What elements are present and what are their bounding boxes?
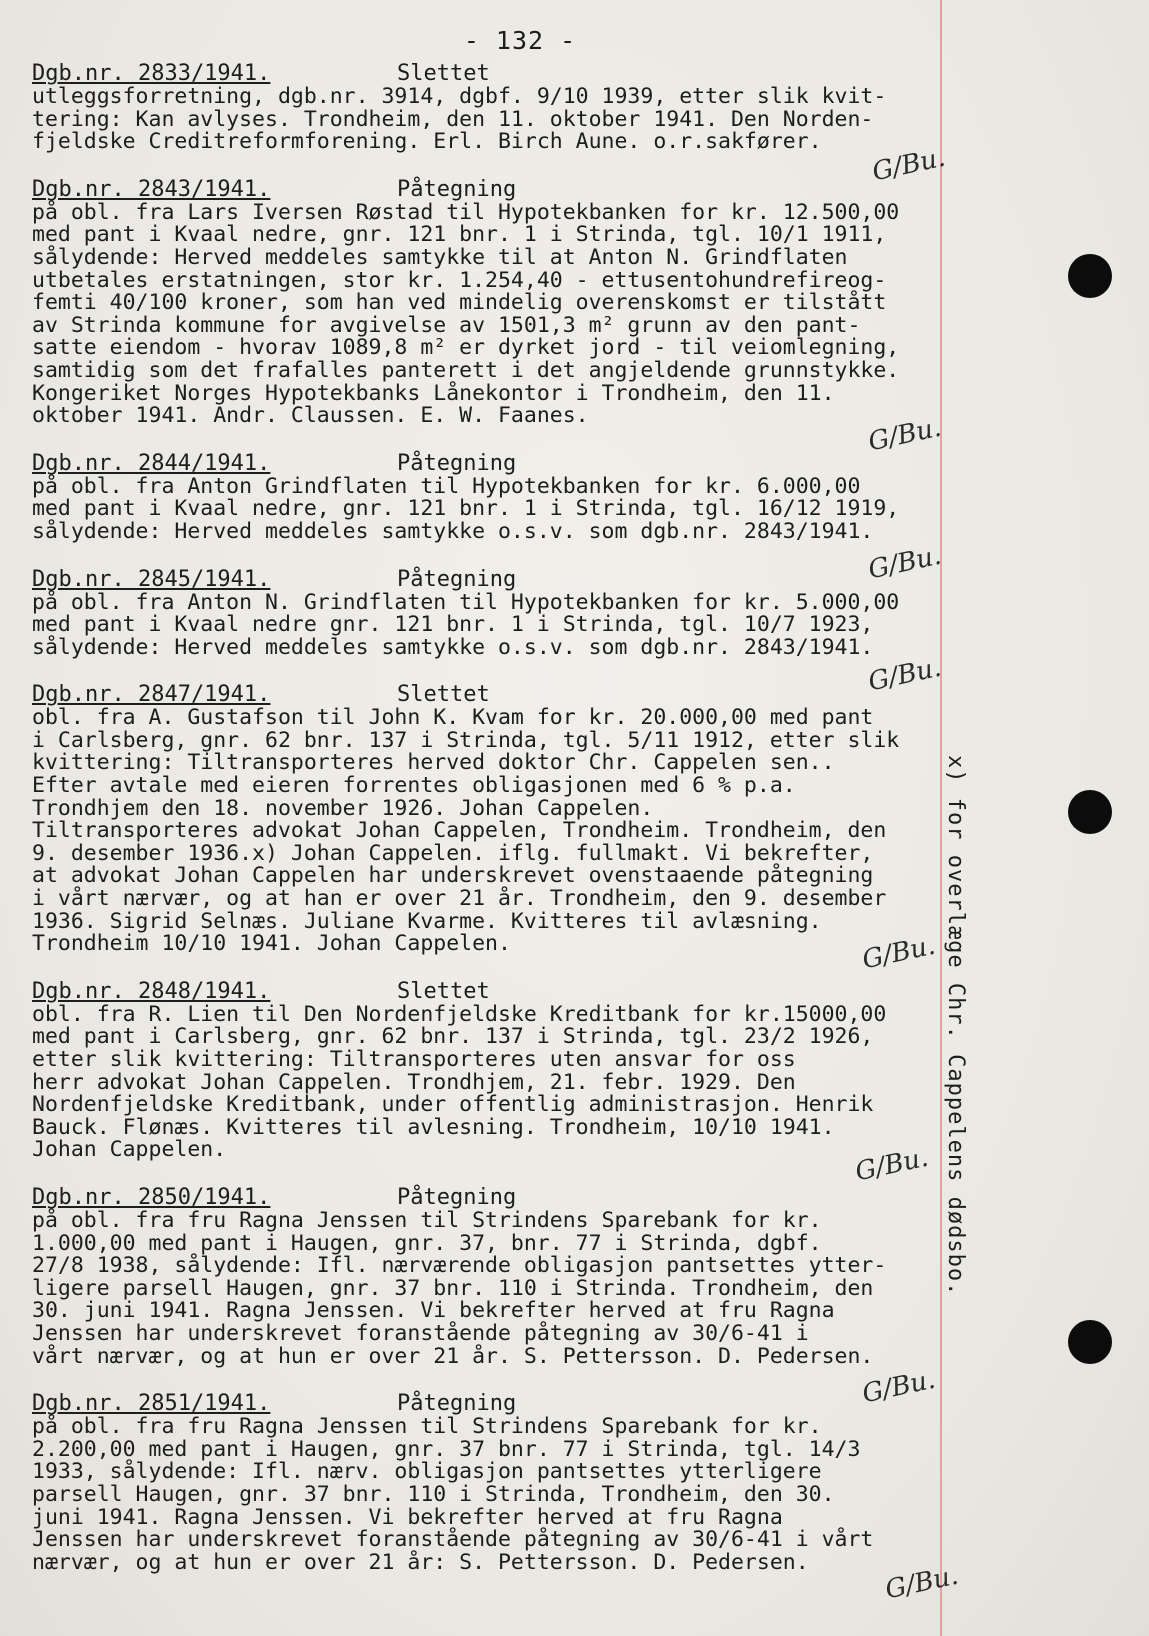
entry-type: Slettet: [397, 61, 490, 86]
punch-hole: [1068, 1320, 1112, 1364]
entry-text: utleggsforretning, dgb.nr. 3914, dgbf. 9/10 1939, etter slik kvit- tering: Kan avlyses. Trondheim, den 11. oktober 1941. Den Norden- fjeldske Creditreformforening. Erl. Birch Aune. o.r.sakfører.: [32, 84, 887, 155]
ledger-entry: [32, 61, 942, 155]
handwritten-initials: G/Bu.: [865, 540, 944, 586]
entry-text: på obl. fra Anton Grindflaten til Hypotekbanken for kr. 6.000,00 med pant i Kvaal nedre, gnr. 121 bnr. 1 i Strinda, tgl. 16/12 1919, sålydende: Herved meddeles samtykke o.s.v. som dgb.nr. 2843/1941.: [32, 473, 900, 544]
handwritten-initials: G/Bu.: [865, 412, 944, 458]
entry-text: obl. fra A. Gustafson til John K. Kvam for kr. 20.000,00 med pant i Carlsberg, gnr. 62 bnr. 137 i Strinda, tgl. 5/11 1912, etter slik kvittering: Tiltransporteres herved doktor Chr. Cappelen sen.. Efter avtale med eieren forrentes obligasjonen med 6 % p.a. Trondhjem den 18. november 1926. Johan Cappelen. Tiltransporteres advokat Johan Cappelen, Trondheim. Trondheim, den 9. desember 1936.x) Johan Cappelen. iflg. fullmakt. Vi bekrefter, at advokat Johan Cappelen har underskrevet ovenstaaende påtegning i vårt nærvær, og at han er over 21 år. Trondheim, den 9. desember 1936. Sigrid Selnæs. Juliane Kvarme. Kvitteres til avlæsning. Trondheim 10/10 1941. Johan Cappelen.: [32, 705, 900, 957]
entry-header: [32, 1391, 942, 1417]
handwritten-initials: G/Bu.: [865, 652, 944, 698]
entry-text: på obl. fra fru Ragna Jenssen til Strindens Sparebank for kr. 2.200,00 med pant i Haugen, gnr. 37 bnr. 77 i Strinda, tgl. 14/3 1933, sålydende: Ifl. nærv. obligasjon pantsettes ytterligere parsell Haugen, gnr. 37 bnr. 110 i Strinda, Trondheim, den 30. juni 1941. Ragna Jenssen. Vi bekrefter herved at fru Ragna Jenssen har underskrevet foranstående påtegning av 30/6-41 i vårt nærvær, og at hun er over 21 år: S. Pettersson. D. Pedersen.: [32, 1414, 874, 1575]
entry-number: Dgb.nr. 2844/1941.: [32, 450, 271, 476]
entry-number: Dgb.nr. 2851/1941.: [32, 1391, 271, 1417]
entry-number: Dgb.nr. 2848/1941.: [32, 978, 271, 1004]
entry-number: Dgb.nr. 2850/1941.: [32, 1184, 271, 1210]
entry-header: [32, 682, 942, 708]
handwritten-initials: G/Bu.: [882, 1560, 961, 1606]
margin-side-note: x) for overlæge Chr. Cappelens dødsbo.: [943, 755, 968, 1297]
entry-header: [32, 566, 942, 592]
handwritten-initials: G/Bu.: [859, 930, 938, 976]
ledger-entry: [32, 682, 942, 957]
ledger-entry: [32, 1184, 942, 1369]
punch-hole: [1068, 790, 1112, 834]
entry-header: [32, 978, 942, 1004]
entry-type: Påtegning: [397, 566, 517, 592]
punch-hole: [1068, 254, 1112, 298]
entry-type: Slettet: [397, 682, 490, 708]
ledger-entry: [32, 978, 942, 1163]
entry-number: Dgb.nr. 2843/1941.: [32, 176, 271, 202]
entry-type: Påtegning: [397, 450, 517, 476]
entry-header: [32, 176, 942, 202]
entry-text: på obl. fra Anton N. Grindflaten til Hypotekbanken for kr. 5.000,00 med pant i Kvaal nedre gnr. 121 bnr. 1 i Strinda, tgl. 10/7 1923, sålydende: Herved meddeles samtykke o.s.v. som dgb.nr. 2843/1941.: [32, 589, 900, 660]
entry-header: [32, 450, 942, 476]
entry-text: på obl. fra Lars Iversen Røstad til Hypotekbanken for kr. 12.500,00 med pant i Kvaal nedre, gnr. 121 bnr. 1 i Strinda, tgl. 10/1 1911, sålydende: Herved meddeles samtykke til at Anton N. Grindflaten utbetales erstatningen, stor kr. 1.254,40 - ettusentohundrefireog- femti 40/100 kroner, som han ved mindelig overenskomst er tilstått av Strinda kommune for avgivelse av 1501,3 m² grunn av den pant- satte eiendom - hvorav 1089,8 m² er dyrket jord - til veiomlegning, samtidig som det frafalles panterett i det angjeldende grunnstykke. Kongeriket Norges Hypotekbanks Lånekontor i Trondheim, den 11. oktober 1941. Andr. Claussen. E. W. Faanes.: [32, 199, 900, 429]
ledger-entry: [32, 176, 942, 429]
entry-type: Slettet: [397, 978, 490, 1004]
entry-type: Påtegning: [397, 1391, 517, 1417]
entry-list: [32, 61, 942, 1600]
entry-type: Påtegning: [397, 1184, 517, 1210]
ledger-entry: [32, 1391, 942, 1575]
entry-type: Påtegning: [397, 176, 517, 202]
ledger-entry: [32, 566, 942, 660]
entry-text: på obl. fra fru Ragna Jenssen til Strindens Sparebank for kr. 1.000,00 med pant i Haugen, gnr. 37, bnr. 77 i Strinda, dgbf. 27/8 1938, sålydende: Ifl. nærværende obligasjon pantsettes ytter- ligere parsell Haugen, gnr. 37 bnr. 110 i Strinda. Trondheim, den 30. juni 1941. Ragna Jenssen. Vi bekrefter herved at fru Ragna Jenssen har underskrevet foranstående påtegning av 30/6-41 i vårt nærvær, og at hun er over 21 år. S. Pettersson. D. Pedersen.: [32, 1207, 887, 1369]
ledger-entry: [32, 450, 942, 544]
handwritten-initials: G/Bu.: [859, 1364, 938, 1410]
page-number: - 132 -: [463, 26, 577, 55]
entry-header: [32, 1184, 942, 1210]
entry-text: obl. fra R. Lien til Den Nordenfjeldske Kreditbank for kr.15000,00 med pant i Carlsberg, gnr. 62 bnr. 137 i Strinda, tgl. 23/2 1926, etter slik kvittering: Tiltransporteres uten ansvar for oss herr advokat Johan Cappelen. Trondhjem, 21. febr. 1929. Den Nordenfjeldske Kreditbank, under offentlig administrasjon. Henrik Bauck. Flønæs. Kvitteres til avlesning. Trondheim, 10/10 1941. Johan Cappelen.: [32, 1001, 887, 1163]
entry-number: Dgb.nr. 2847/1941.: [32, 682, 271, 708]
entry-header: [32, 61, 942, 86]
entry-number: Dgb.nr. 2845/1941.: [32, 566, 271, 592]
entry-number: Dgb.nr. 2833/1941.: [32, 61, 271, 86]
handwritten-initials: G/Bu.: [869, 142, 948, 188]
handwritten-initials: G/Bu.: [852, 1142, 931, 1188]
